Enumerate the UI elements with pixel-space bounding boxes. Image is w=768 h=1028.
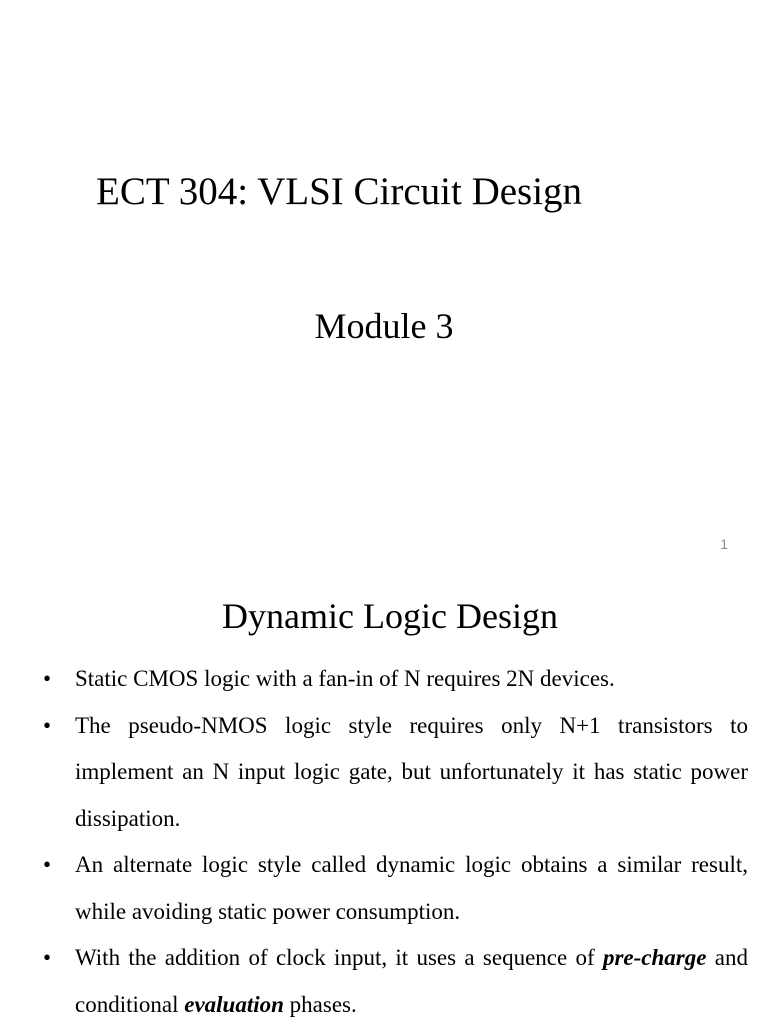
bullet-text: An alternate logic style called dynamic logic obtains a similar result, while avoiding static power consumption. [75,852,748,924]
bullet-icon: • [43,945,52,970]
bullet-icon: • [43,712,52,738]
bullet-text-end: phases. [283,991,357,1017]
bullet-text: Static CMOS logic with a fan-in of N requires 2N devices. [75,666,615,691]
bullet-item [40,935,748,1028]
emphasis-evaluation: evaluation [184,991,284,1017]
bullet-icon: • [43,852,52,877]
course-title: ECT 304: VLSI Circuit Design [96,170,583,213]
slide-heading: Dynamic Logic Design [222,596,558,636]
bullet-icon: • [43,666,52,691]
bullet-item [40,703,748,843]
bullet-text-start: With the addition of clock input, it uses a sequence of [75,945,603,970]
emphasis-pre-charge: pre-charge [602,945,707,970]
bullet-text: The pseudo-NMOS logic style requires only N+1 transistors to implement an N input logic gate, but unfortunately it has static power dissipation. [75,712,748,831]
bullet-list [40,656,748,1028]
bullet-item [40,842,748,935]
bullet-text-middle: and conditional [75,945,748,1017]
module-title: Module 3 [314,306,454,346]
page-number: 1 [720,536,728,552]
content-slide [0,576,768,1024]
bullet-item [40,656,748,703]
